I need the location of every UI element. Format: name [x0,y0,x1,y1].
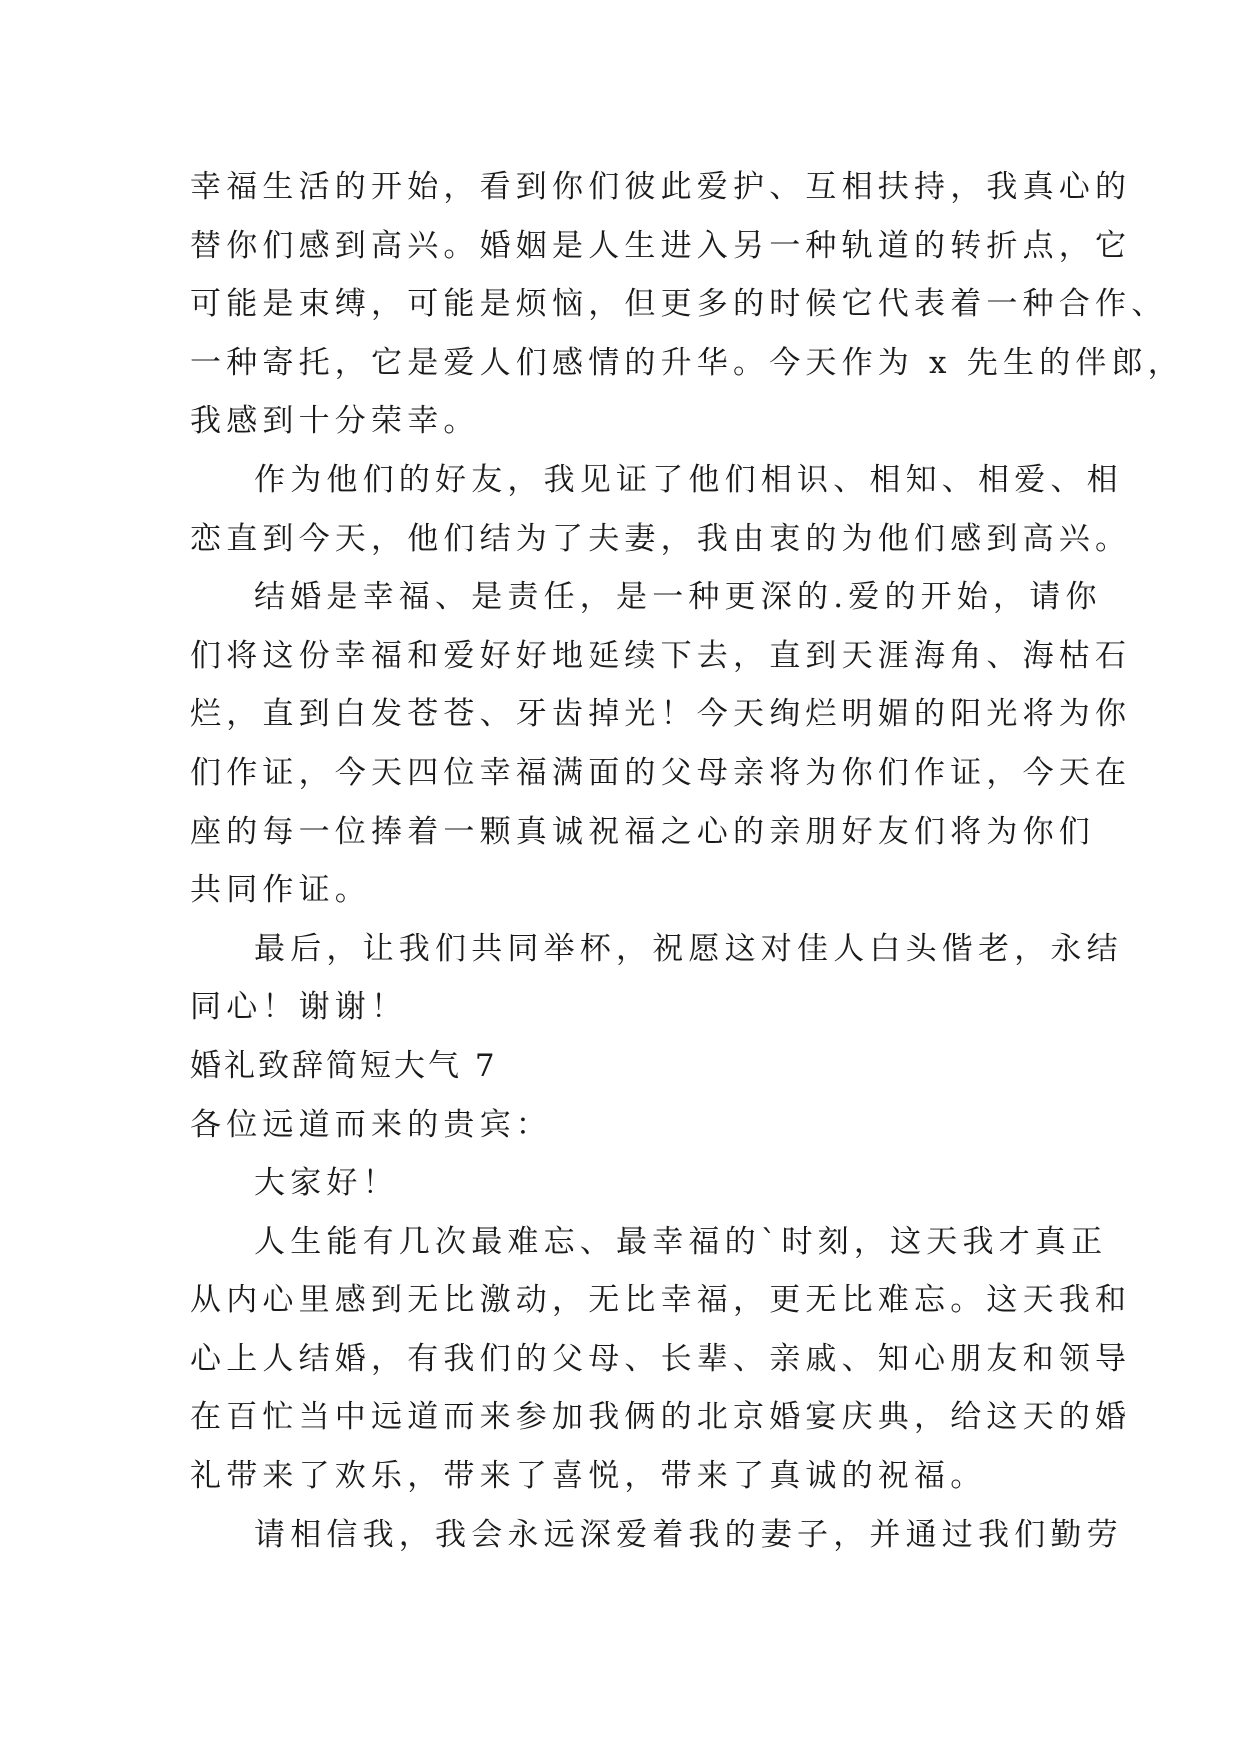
text-line: 从内心里感到无比激动，无比幸福，更无比难忘。这天我和 [190,1282,1132,1319]
paragraph-start-line: 结婚是幸福、是责任，是一种更深的.爱的开始，请你 [254,579,1102,616]
text-line: 我感到十分荣幸。 [190,403,480,440]
text-line: 共同作证。 [190,872,371,909]
paragraph-start-line: 人生能有几次最难忘、最幸福的`时刻，这天我才真正 [254,1223,1108,1260]
text-line: 一种寄托，它是爱人们感情的升华。今天作为 x 先生的伴郎， [190,344,1184,381]
section-heading: 婚礼致辞简短大气 7 [190,1047,498,1084]
paragraph-start-line: 请相信我，我会永远深爱着我的妻子，并通过我们勤劳 [254,1516,1123,1553]
text-line: 可能是束缚，可能是烦恼，但更多的时候它代表着一种合作、 [190,286,1168,323]
text-line: 同心！谢谢！ [190,989,408,1026]
document-page [190,158,1184,1564]
salutation-line: 各位远道而来的贵宾： [190,1106,552,1143]
paragraph-start-line: 最后，让我们共同举杯，祝愿这对佳人白头偕老，永结 [254,930,1123,967]
greeting-line: 大家好！ [254,1165,399,1202]
text-line: 恋直到今天，他们结为了夫妻，我由衷的为他们感到高兴。 [190,520,1132,557]
text-line: 们将这份幸福和爱好好地延续下去，直到天涯海角、海枯石 [190,637,1132,674]
text-line: 座的每一位捧着一颗真诚祝福之心的亲朋好友们将为你们 [190,813,1095,850]
text-line: 幸福生活的开始，看到你们彼此爱护、互相扶持，我真心的 [190,169,1132,205]
text-line: 在百忙当中远道而来参加我俩的北京婚宴庆典，给这天的婚 [190,1399,1132,1436]
text-line: 烂，直到白发苍苍、牙齿掉光！今天绚烂明媚的阳光将为你 [190,696,1132,733]
text-line: 心上人结婚，有我们的父母、长辈、亲戚、知心朋友和领导 [190,1340,1132,1377]
text-line: 们作证，今天四位幸福满面的父母亲将为你们作证，今天在 [190,754,1132,791]
text-line: 替你们感到高兴。婚姻是人生进入另一种轨道的转折点，它 [190,227,1132,264]
paragraph-start-line: 作为他们的好友，我见证了他们相识、相知、相爱、相 [254,461,1123,498]
text-line: 礼带来了欢乐，带来了喜悦，带来了真诚的祝福。 [190,1458,987,1495]
